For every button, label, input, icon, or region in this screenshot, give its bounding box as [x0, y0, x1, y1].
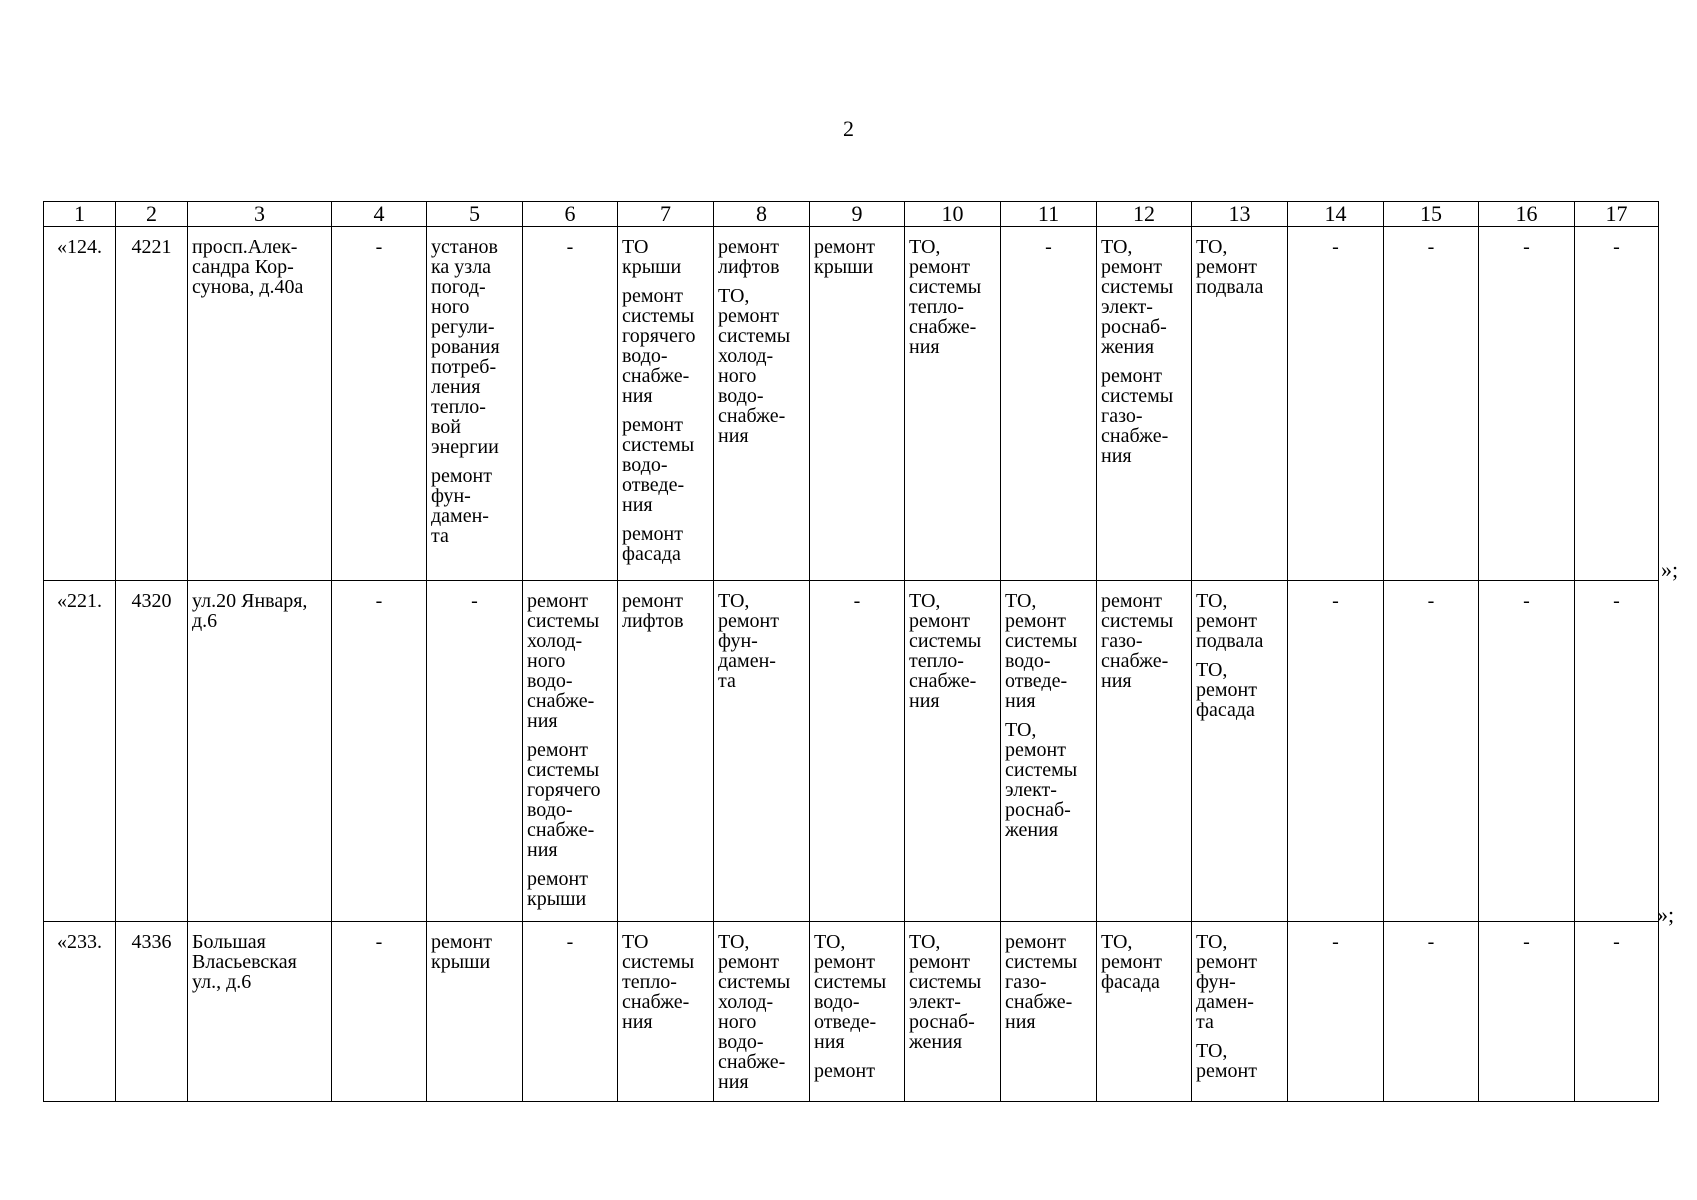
cell-text: - — [375, 236, 383, 258]
cell-text: ТО, ремонт системы водо- отведе- ния — [1005, 590, 1078, 712]
cell-text: - — [375, 931, 383, 953]
table-cell — [523, 922, 618, 1102]
column-number: 17 — [1575, 202, 1659, 227]
page-number: 2 — [843, 116, 854, 141]
cell-text: ремонт системы газо- снабже- ния — [1101, 590, 1174, 692]
cell-text: ремонт системы горячего водо- снабже- ния — [527, 739, 601, 861]
table-cell — [427, 581, 523, 922]
cell-text: ремонт крыши — [814, 236, 875, 278]
table-cell — [1384, 227, 1479, 581]
column-number: 13 — [1192, 202, 1288, 227]
cell-text: ремонт системы водо- отведе- ния — [622, 414, 695, 516]
table-cell — [332, 581, 427, 922]
cell-text: ТО, ремонт системы холод- ного водо- снабже- ния — [718, 285, 791, 447]
table-cell — [1479, 922, 1575, 1102]
cell-text: - — [1427, 236, 1435, 258]
column-number: 5 — [427, 202, 523, 227]
table-cell — [1097, 227, 1192, 581]
table-cell — [523, 581, 618, 922]
table-cell — [1479, 581, 1575, 922]
cell-text: ремонт системы газо- снабже- ния — [1005, 931, 1078, 1033]
cell-text: 4221 — [131, 236, 172, 258]
cell-text: «233. — [57, 931, 102, 953]
table-cell — [1384, 922, 1479, 1102]
cell-text: - — [1427, 931, 1435, 953]
table-cell — [44, 581, 116, 922]
table-cell — [714, 922, 810, 1102]
table-cell — [618, 581, 714, 922]
cell-text: «221. — [57, 590, 102, 612]
column-number: 8 — [714, 202, 810, 227]
column-number: 2 — [116, 202, 188, 227]
table-cell — [810, 227, 905, 581]
cell-text: - — [566, 236, 574, 258]
table-cell — [1001, 922, 1097, 1102]
header-row — [44, 202, 1659, 227]
cell-text: - — [1332, 236, 1339, 258]
column-number: 10 — [905, 202, 1001, 227]
column-number: 7 — [618, 202, 714, 227]
table-cell — [332, 922, 427, 1102]
cell-text: ремонт фун- дамен- та — [431, 465, 492, 547]
cell-text: «124. — [57, 236, 102, 258]
cell-text: ТО, ремонт системы тепло- снабже- ния — [909, 590, 982, 712]
cell-text: ремонт лифтов — [718, 236, 780, 278]
cell-text: - — [1332, 590, 1339, 612]
table-cell — [332, 227, 427, 581]
table-cell — [810, 922, 905, 1102]
cell-text: Большая Власьевская ул., д.6 — [192, 931, 297, 993]
table-row — [44, 227, 1659, 581]
table-cell — [1192, 581, 1288, 922]
cell-text: ТО крыши — [622, 236, 682, 278]
table-cell — [1288, 227, 1384, 581]
table-cell — [1288, 581, 1384, 922]
cell-text: ТО, ремонт фасада — [1196, 659, 1257, 721]
cell-text: 4320 — [131, 590, 172, 612]
table-cell — [714, 581, 810, 922]
cell-text: ТО, ремонт системы элект- роснаб- жения — [1101, 236, 1174, 358]
cell-text: ремонт крыши — [527, 868, 588, 910]
cell-text: ТО, ремонт фасада — [1101, 931, 1162, 993]
table-cell — [1479, 227, 1575, 581]
cell-text: - — [1332, 931, 1339, 953]
table-cell — [1575, 581, 1659, 922]
table-cell — [1575, 227, 1659, 581]
cell-text: - — [1523, 590, 1530, 612]
table-cell — [905, 581, 1001, 922]
cell-text: ТО, ремонт системы элект- роснаб- жения — [1005, 719, 1078, 841]
table-cell — [116, 227, 188, 581]
cell-text: 4336 — [131, 931, 172, 953]
cell-text: ремонт фасада — [622, 523, 683, 565]
table-cell — [116, 581, 188, 922]
table-cell — [618, 922, 714, 1102]
column-number: 12 — [1097, 202, 1192, 227]
cell-text: ТО, ремонт системы тепло- снабже- ния — [909, 236, 982, 358]
table-cell — [1384, 581, 1479, 922]
column-number: 1 — [44, 202, 116, 227]
column-number: 3 — [188, 202, 332, 227]
table-row — [44, 581, 1659, 922]
cell-text: ремонт лифтов — [622, 590, 684, 632]
cell-text: ТО системы тепло- снабже- ния — [622, 931, 695, 1033]
table-cell — [1097, 922, 1192, 1102]
cell-text: - — [471, 590, 478, 612]
table-cell — [116, 922, 188, 1102]
cell-text: - — [1045, 236, 1052, 258]
table-cell — [1001, 227, 1097, 581]
cell-text: установ ка узла погод- ного регули- рования потреб- ления тепло- вой энергии — [431, 236, 500, 458]
column-number: 9 — [810, 202, 905, 227]
table-row — [44, 922, 1659, 1102]
table-cell — [1192, 922, 1288, 1102]
cell-text: - — [1613, 236, 1620, 258]
column-number: 14 — [1288, 202, 1384, 227]
cell-text: ремонт крыши — [431, 931, 492, 973]
column-number: 4 — [332, 202, 427, 227]
cell-text: ТО, ремонт подвала — [1196, 236, 1264, 298]
cell-text: ул.20 Января, д.6 — [192, 590, 308, 632]
cell-text: ТО, ремонт фун- дамен- та — [1196, 931, 1257, 1033]
table-cell — [188, 227, 332, 581]
row-end-mark: »; — [1657, 902, 1675, 927]
table-cell — [188, 581, 332, 922]
row-end-mark: »; — [1661, 557, 1679, 582]
cell-text: - — [1613, 931, 1620, 953]
table-cell — [1097, 581, 1192, 922]
cell-text: - — [853, 590, 861, 612]
table-cell — [1288, 922, 1384, 1102]
table-cell — [810, 581, 905, 922]
cell-text: ремонт системы газо- снабже- ния — [1101, 365, 1174, 467]
table-cell — [427, 922, 523, 1102]
table-cell — [44, 227, 116, 581]
column-number: 15 — [1384, 202, 1479, 227]
cell-text: ТО, ремонт системы водо- отведе- ния — [814, 931, 887, 1053]
table-cell — [714, 227, 810, 581]
cell-text: ТО, ремонт подвала — [1196, 590, 1264, 652]
column-number: 6 — [523, 202, 618, 227]
table-cell — [618, 227, 714, 581]
table-cell — [44, 922, 116, 1102]
cell-text: - — [1523, 931, 1530, 953]
cell-text: ТО, ремонт — [1196, 1040, 1257, 1082]
table-cell — [427, 227, 523, 581]
table-cell — [905, 227, 1001, 581]
table-cell — [1575, 922, 1659, 1102]
table-cell — [188, 922, 332, 1102]
column-number: 16 — [1479, 202, 1575, 227]
cell-text: - — [566, 931, 574, 953]
table-cell — [1192, 227, 1288, 581]
table-cell — [1001, 581, 1097, 922]
cell-text: просп.Алек- сандра Кор- сунова, д.40а — [192, 236, 304, 298]
cell-text: ТО, ремонт системы холод- ного водо- снабже- ния — [718, 931, 791, 1093]
cell-text: ремонт системы горячего водо- снабже- ния — [622, 285, 696, 407]
cell-text: ТО, ремонт системы элект- роснаб- жения — [909, 931, 982, 1053]
cell-text: ремонт системы холод- ного водо- снабже- ния — [527, 590, 600, 732]
cell-text: ТО, ремонт фун- дамен- та — [718, 590, 779, 692]
cell-text: ремонт — [814, 1060, 875, 1082]
cell-text: - — [1523, 236, 1530, 258]
cell-text: - — [375, 590, 383, 612]
table-cell — [523, 227, 618, 581]
cell-text: - — [1613, 590, 1620, 612]
table-cell — [905, 922, 1001, 1102]
works-table — [43, 201, 1659, 1102]
cell-text: - — [1427, 590, 1435, 612]
column-number: 11 — [1001, 202, 1097, 227]
